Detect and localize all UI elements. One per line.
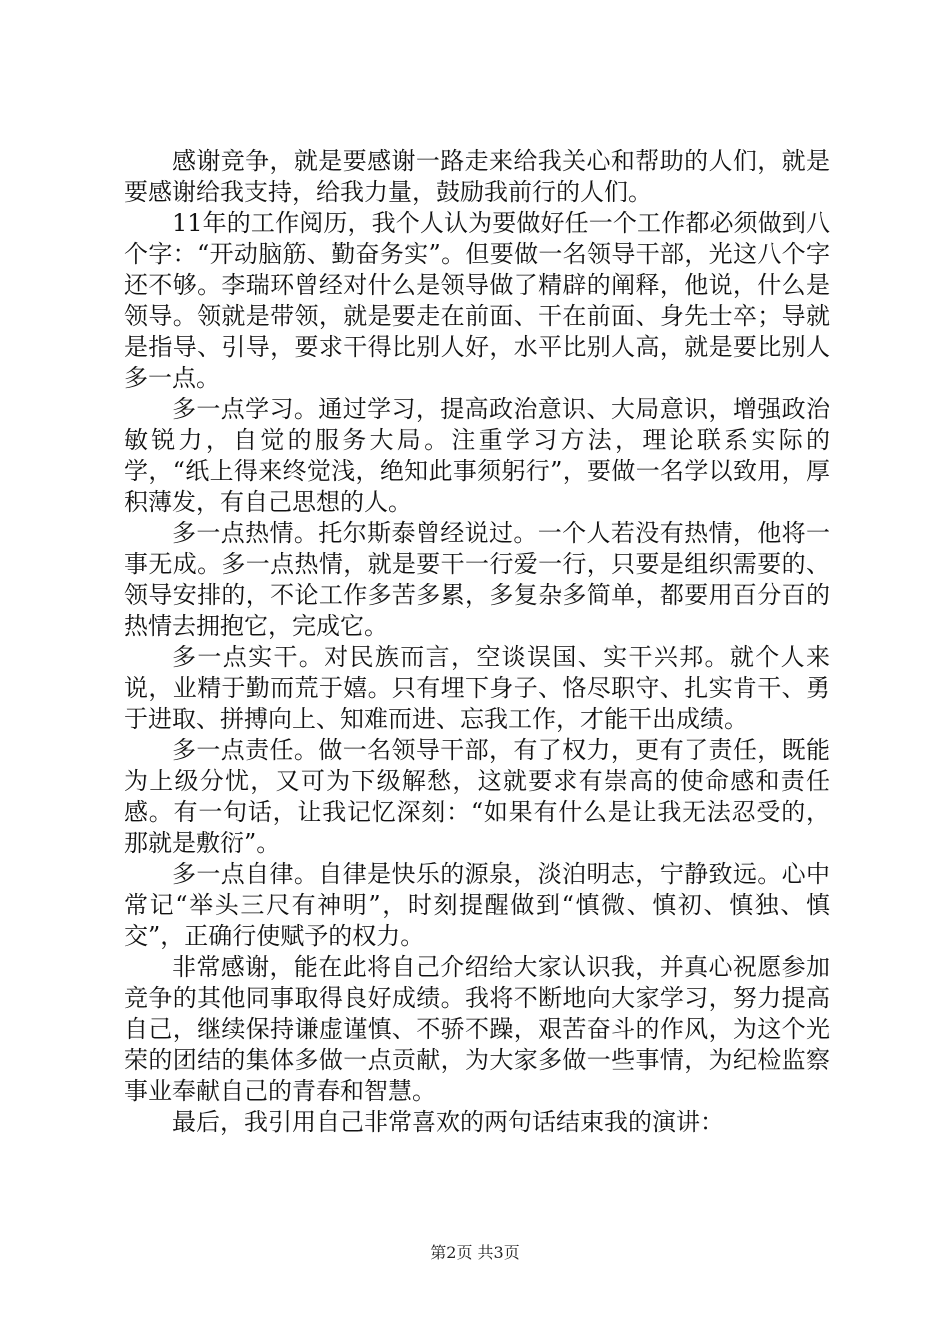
paragraph-passion: 多一点热情。托尔斯泰曾经说过。一个人若没有热情，他将一事无成。多一点热情，就是要干一行爱一行，只要是组织需要的、领导安排的，不论工作多苦多累，多复杂多简单，都要用百分百的热情去拥抱它，完成它。	[124, 519, 830, 640]
page-number-footer: 第2页 共3页	[430, 1243, 520, 1262]
paragraph-thanks: 非常感谢，能在此将自己介绍给大家认识我，并真心祝愿参加竞争的其他同事取得良好成绩。我将不断地向大家学习，努力提高自己，继续保持谦虚谨慎、不骄不躁，艰苦奋斗的作风，为这个光荣的团结的集体多做一点贡献，为大家多做一些事情，为纪检监察事业奉献自己的青春和智慧。	[124, 953, 830, 1105]
document-body	[124, 146, 830, 1138]
paragraph-responsibility: 多一点责任。做一名领导干部，有了权力，更有了责任，既能为上级分忧，又可为下级解愁，这就要求有崇高的使命感和责任感。有一句话，让我记忆深刻：“如果有什么是让我无法忍受的，那就是敷衍”。	[124, 736, 830, 857]
paragraph-closing: 最后，我引用自己非常喜欢的两句话结束我的演讲：	[172, 1108, 724, 1136]
paragraph-gratitude: 感谢竞争，就是要感谢一路走来给我关心和帮助的人们，就是要感谢给我支持，给我力量，鼓励我前行的人们。	[124, 147, 830, 206]
paragraph-study: 多一点学习。通过学习，提高政治意识、大局意识，增强政治敏锐力，自觉的服务大局。注重学习方法，理论联系实际的学，“纸上得来终觉浅，绝知此事须躬行”，要做一名学以致用，厚积薄发，有自己思想的人。	[124, 395, 830, 516]
paragraph-hard-work: 多一点实干。对民族而言，空谈误国、实干兴邦。就个人来说，业精于勤而荒于嬉。只有埋下身子、恪尽职守、扎实肯干、勇于进取、拼搏向上、知难而进、忘我工作，才能干出成绩。	[124, 643, 830, 733]
paragraph-self-discipline: 多一点自律。自律是快乐的源泉，淡泊明志，宁静致远。心中常记“举头三尺有神明”，时刻提醒做到“慎微、慎初、慎独、慎交”，正确行使赋予的权力。	[124, 860, 830, 950]
paragraph-work-experience: 11年的工作阅历，我个人认为要做好任一个工作都必须做到八个字：“开动脑筋、勤奋务实”。但要做一名领导干部，光这八个字还不够。李瑞环曾经对什么是领导做了精辟的阐释，他说，什么是领导。领就是带领，就是要走在前面、干在前面、身先士卒；导就是指导、引导，要求干得比别人好，水平比别人高，就是要比别人多一点。	[124, 209, 830, 392]
